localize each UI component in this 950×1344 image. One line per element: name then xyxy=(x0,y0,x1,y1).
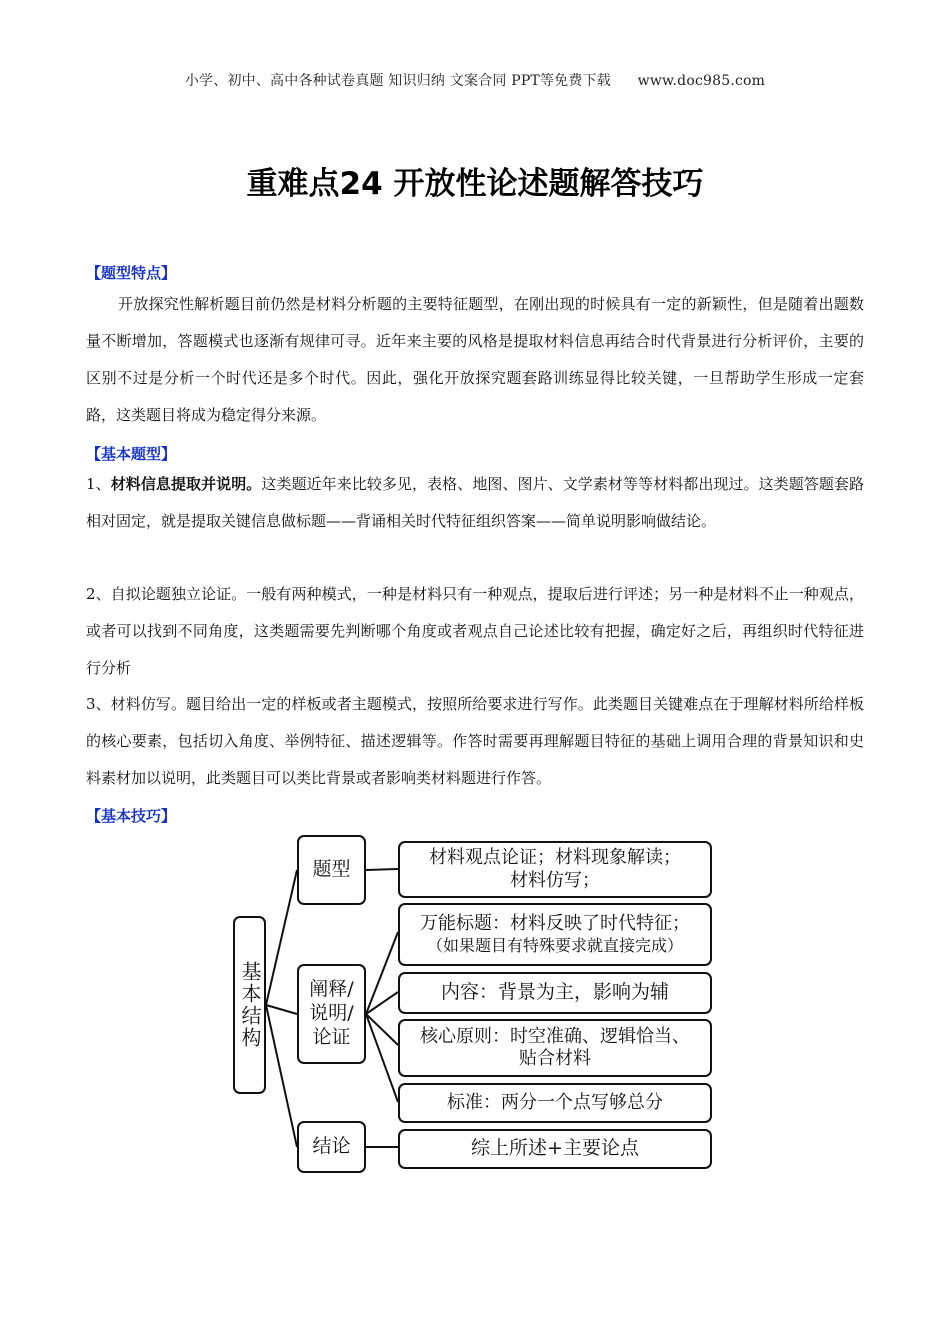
connector-root-explain xyxy=(266,1005,297,1014)
explain-principle-line-2: 贴合材料 xyxy=(519,1048,591,1069)
diagram-explain-standard: 标准：两分一个点写够总分 xyxy=(398,1083,712,1123)
explain-title-line-1: 万能标题：材料反映了时代特征； xyxy=(420,913,690,935)
diagram-conclusion-detail: 综上所述+主要论点 xyxy=(398,1129,712,1169)
page-title: 重难点24 开放性论述题解答技巧 xyxy=(246,166,704,202)
explain-principle-line-1: 核心原则：时空准确、逻辑恰当、 xyxy=(420,1025,690,1047)
heading-features: 【题型特点】 xyxy=(86,264,177,282)
heading-skills: 【基本技巧】 xyxy=(86,807,177,825)
type-item-1-prefix: 1、 xyxy=(86,475,111,493)
features-paragraph: 开放探究性解析题目前仍然是材料分析题的主要特征题型，在刚出现的时候具有一定的新颖性，但是随着出题数量不断增加，答题模式也逐渐有规律可寻。近年来主要的风格是提取材料信息再结合时代背景进行分析评价，主要的区别不过是分析一个时代还是多个时代。因此，强化开放探究题套路训练显得比较关键，一旦帮助学生形成一定套路，这类题目将成为稳定得分来源。 xyxy=(86,295,864,424)
type-detail-line-1: 材料观点论证；材料现象解读； xyxy=(429,847,681,868)
type-detail-line-2: 材料仿写； xyxy=(510,869,600,891)
diagram-type-detail xyxy=(398,841,712,898)
explain-title-line-2: （如果题目有特殊要求就直接完成） xyxy=(426,935,683,955)
header-tagline: 小学、初中、高中各种试卷真题 知识归纳 文案合同 PPT等免费下载 xyxy=(184,73,611,89)
diagram-explain-content: 内容：背景为主，影响为辅 xyxy=(398,972,712,1014)
type-item-2: 2、自拟论题独立论证。一般有两种模式，一种是材料只有一种观点，提取后进行评述；另一种是材料不止一种观点，或者可以找到不同角度，这类题需要先判断哪个角度或者观点自己论述比较有把握，确定好之后，再组织时代特征进行分析 xyxy=(86,585,864,677)
connector-explain-title xyxy=(366,932,398,1014)
connector-explain-standard xyxy=(366,1014,398,1102)
diagram-explain-principle xyxy=(398,1019,712,1077)
type-item-1-text: 这类题近年来比较多见，表格、地图、图片、文学素材等等材料都出现过。这类题答题套路相对固定，就是提取关键信息做标题——背诵相关时代特征组织答案——简单说明影响做结论。 xyxy=(86,475,864,530)
type-item-3: 3、材料仿写。题目给出一定的样板或者主题模式，按照所给要求进行写作。此类题目关键难点在于理解材料所给样板的核心要素，包括切入角度、举例特征、描述逻辑等。作答时需要再理解题目特征的基础上调用合理的背景知识和史料素材加以说明，此类题目可以类比背景或者影响类材料题进行作答。 xyxy=(86,695,864,787)
header-site[interactable]: www.doc985.com xyxy=(637,73,766,89)
heading-types: 【基本题型】 xyxy=(86,445,177,463)
type-item-1-title: 材料信息提取并说明。 xyxy=(110,475,262,493)
diagram-root-box: 基本结构 xyxy=(233,916,266,1094)
diagram-branch-conclusion: 结论 xyxy=(297,1121,366,1173)
connector-root-conclusion xyxy=(266,1005,297,1147)
diagram-branch-type: 题型 xyxy=(297,835,366,905)
connector-type-detail xyxy=(366,869,398,870)
diagram-branch-explain: 阐释/说明/论证 xyxy=(297,964,366,1064)
connector-root-type xyxy=(266,870,297,1005)
diagram-explain-title xyxy=(398,903,712,966)
